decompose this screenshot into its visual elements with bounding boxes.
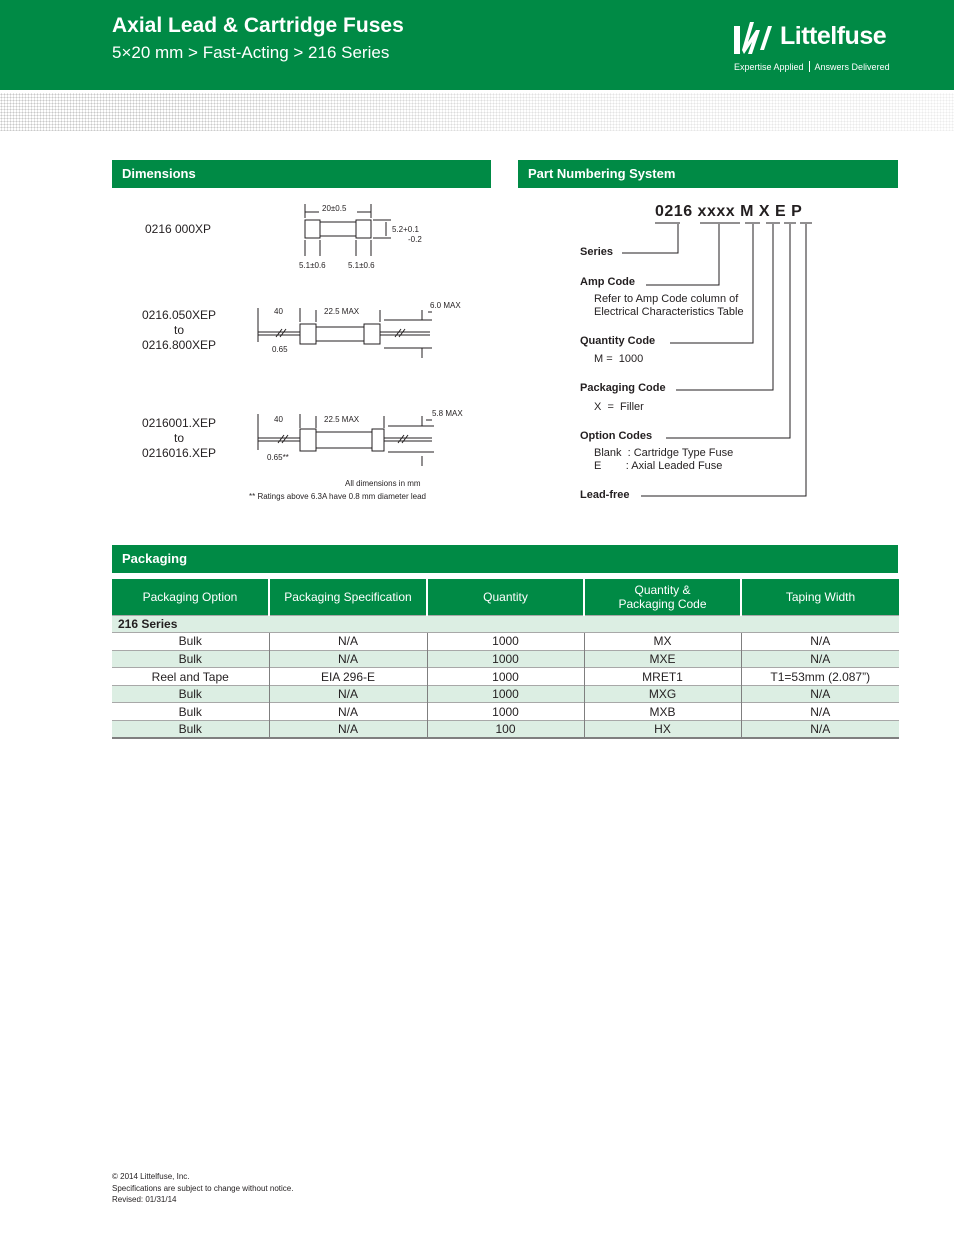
cell-quantity: 100 bbox=[427, 721, 584, 739]
table-row bbox=[112, 685, 899, 703]
dimensions-note-leads: ** Ratings above 6.3A have 0.8 mm diameter lead bbox=[249, 492, 426, 501]
cell-code: MXB bbox=[584, 703, 741, 721]
fuse1-cap-left: 5.1±0.6 bbox=[299, 261, 326, 270]
col-taping-width: Taping Width bbox=[741, 579, 899, 615]
pn-quantity-desc: M = 1000 bbox=[594, 353, 644, 365]
cell-code: HX bbox=[584, 721, 741, 739]
packaging-heading: Packaging bbox=[112, 545, 898, 573]
fuse2-wire: 0.65 bbox=[272, 345, 288, 354]
cell-quantity: 1000 bbox=[427, 633, 584, 651]
table-row bbox=[112, 650, 899, 668]
page-header bbox=[0, 0, 954, 90]
pn-series-label: Series bbox=[580, 246, 614, 258]
cell-quantity: 1000 bbox=[427, 650, 584, 668]
cell-quantity: 1000 bbox=[427, 668, 584, 686]
fuse3-label bbox=[126, 416, 232, 461]
fuse2-drawing bbox=[250, 300, 470, 362]
cell-spec: N/A bbox=[269, 685, 427, 703]
cell-taping: T1=53mm (2.087”) bbox=[741, 668, 899, 686]
cell-spec: N/A bbox=[269, 721, 427, 739]
part-number-code: 0216 xxxx M X E P bbox=[655, 203, 803, 220]
cell-taping: N/A bbox=[741, 650, 899, 668]
littelfuse-logo bbox=[732, 20, 912, 76]
fuse1-label: 0216 000XP bbox=[144, 222, 212, 236]
col-qty-code-line1: Quantity & bbox=[634, 582, 691, 597]
col-qty-code-line2: Packaging Code bbox=[618, 596, 707, 611]
cell-spec: N/A bbox=[269, 650, 427, 668]
fuse1-dia-top: 5.2+0.1 bbox=[392, 225, 419, 234]
pn-amp-code-label: Amp Code bbox=[580, 276, 635, 288]
fuse2-body: 22.5 MAX bbox=[324, 307, 360, 316]
pn-packaging-code-label: Packaging Code bbox=[580, 382, 666, 394]
pn-option-desc-2: E : Axial Leaded Fuse bbox=[594, 460, 723, 472]
pn-option-codes-label: Option Codes bbox=[580, 430, 653, 442]
fuse3-wire: 0.65** bbox=[267, 453, 289, 462]
col-quantity: Quantity bbox=[427, 579, 584, 615]
cell-spec: EIA 296-E bbox=[269, 668, 427, 686]
cell-spec: N/A bbox=[269, 633, 427, 651]
packaging-header-row bbox=[112, 579, 899, 615]
fuse3-label-line2: to bbox=[173, 431, 184, 445]
col-packaging-option: Packaging Option bbox=[112, 579, 269, 615]
cell-option: Bulk bbox=[112, 633, 269, 651]
part-numbering-heading: Part Numbering System bbox=[518, 160, 898, 188]
col-packaging-specification: Packaging Specification bbox=[269, 579, 427, 615]
cell-option: Bulk bbox=[112, 721, 269, 739]
fuse3-label-line1: 0216001.XEP bbox=[141, 416, 217, 430]
footer-copyright: © 2014 Littelfuse, Inc. bbox=[112, 1172, 190, 1181]
cell-code: MXG bbox=[584, 685, 741, 703]
pn-packaging-desc: X = Filler bbox=[594, 401, 644, 413]
fuse1-dia-bot: -0.2 bbox=[408, 235, 422, 244]
tagline-right: Answers Delivered bbox=[814, 62, 890, 72]
page-title: Axial Lead & Cartridge Fuses bbox=[112, 14, 404, 37]
fuse3-drawing bbox=[250, 406, 480, 472]
dimensions-note-units: All dimensions in mm bbox=[345, 479, 421, 488]
fuse2-label-line2: to bbox=[173, 323, 184, 337]
pn-lead-free-label: Lead-free bbox=[580, 489, 630, 501]
cell-code: MXE bbox=[584, 650, 741, 668]
fuse2-dia: 6.0 MAX bbox=[430, 301, 461, 310]
logo-tagline bbox=[734, 61, 890, 72]
fuse3-label-line3: 0216016.XEP bbox=[141, 446, 217, 460]
cell-option: Bulk bbox=[112, 703, 269, 721]
cell-quantity: 1000 bbox=[427, 703, 584, 721]
cell-taping: N/A bbox=[741, 703, 899, 721]
footer-disclaimer: Specifications are subject to change without notice. bbox=[112, 1183, 294, 1193]
fuse2-label-line1: 0216.050XEP bbox=[141, 308, 217, 322]
cell-taping: N/A bbox=[741, 633, 899, 651]
cell-taping: N/A bbox=[741, 685, 899, 703]
fuse2-lead: 40 bbox=[274, 307, 283, 316]
pn-quantity-code-label: Quantity Code bbox=[580, 335, 656, 347]
page-subtitle: 5×20 mm > Fast-Acting > 216 Series bbox=[112, 43, 390, 62]
tagline-left: Expertise Applied bbox=[734, 62, 804, 72]
page-footer bbox=[112, 1171, 293, 1206]
cell-option: Bulk bbox=[112, 650, 269, 668]
packaging-table bbox=[112, 579, 899, 739]
fuse1-cap-right: 5.1±0.6 bbox=[348, 261, 375, 270]
logo-wordmark: Littelfuse bbox=[780, 22, 887, 50]
cell-spec: N/A bbox=[269, 703, 427, 721]
dotted-band bbox=[0, 93, 954, 131]
cell-quantity: 1000 bbox=[427, 685, 584, 703]
table-row bbox=[112, 721, 899, 739]
pn-amp-desc-2: Electrical Characteristics Table bbox=[594, 306, 744, 318]
table-row bbox=[112, 633, 899, 651]
table-row bbox=[112, 703, 899, 721]
pn-amp-desc-1: Refer to Amp Code column of bbox=[594, 293, 739, 305]
fuse1-drawing bbox=[295, 200, 435, 270]
fuse2-label bbox=[126, 308, 232, 353]
cell-option: Bulk bbox=[112, 685, 269, 703]
fuse3-lead: 40 bbox=[274, 415, 283, 424]
cell-option: Reel and Tape bbox=[112, 668, 269, 686]
cell-code: MX bbox=[584, 633, 741, 651]
fuse1-len: 20±0.5 bbox=[322, 204, 347, 213]
footer-revised: Revised: 01/31/14 bbox=[112, 1195, 177, 1204]
cell-taping: N/A bbox=[741, 721, 899, 739]
logo-mark-icon bbox=[732, 20, 776, 56]
series-row bbox=[112, 615, 899, 633]
col-quantity-packaging-code bbox=[584, 579, 741, 615]
fuse3-body: 22.5 MAX bbox=[324, 415, 360, 424]
pn-option-desc-1: Blank : Cartridge Type Fuse bbox=[594, 447, 734, 459]
fuse2-label-line3: 0216.800XEP bbox=[141, 338, 217, 352]
fuse3-dia: 5.8 MAX bbox=[432, 409, 463, 418]
dimensions-heading: Dimensions bbox=[112, 160, 491, 188]
series-label: 216 Series bbox=[112, 615, 899, 633]
cell-code: MRET1 bbox=[584, 668, 741, 686]
table-row bbox=[112, 668, 899, 686]
